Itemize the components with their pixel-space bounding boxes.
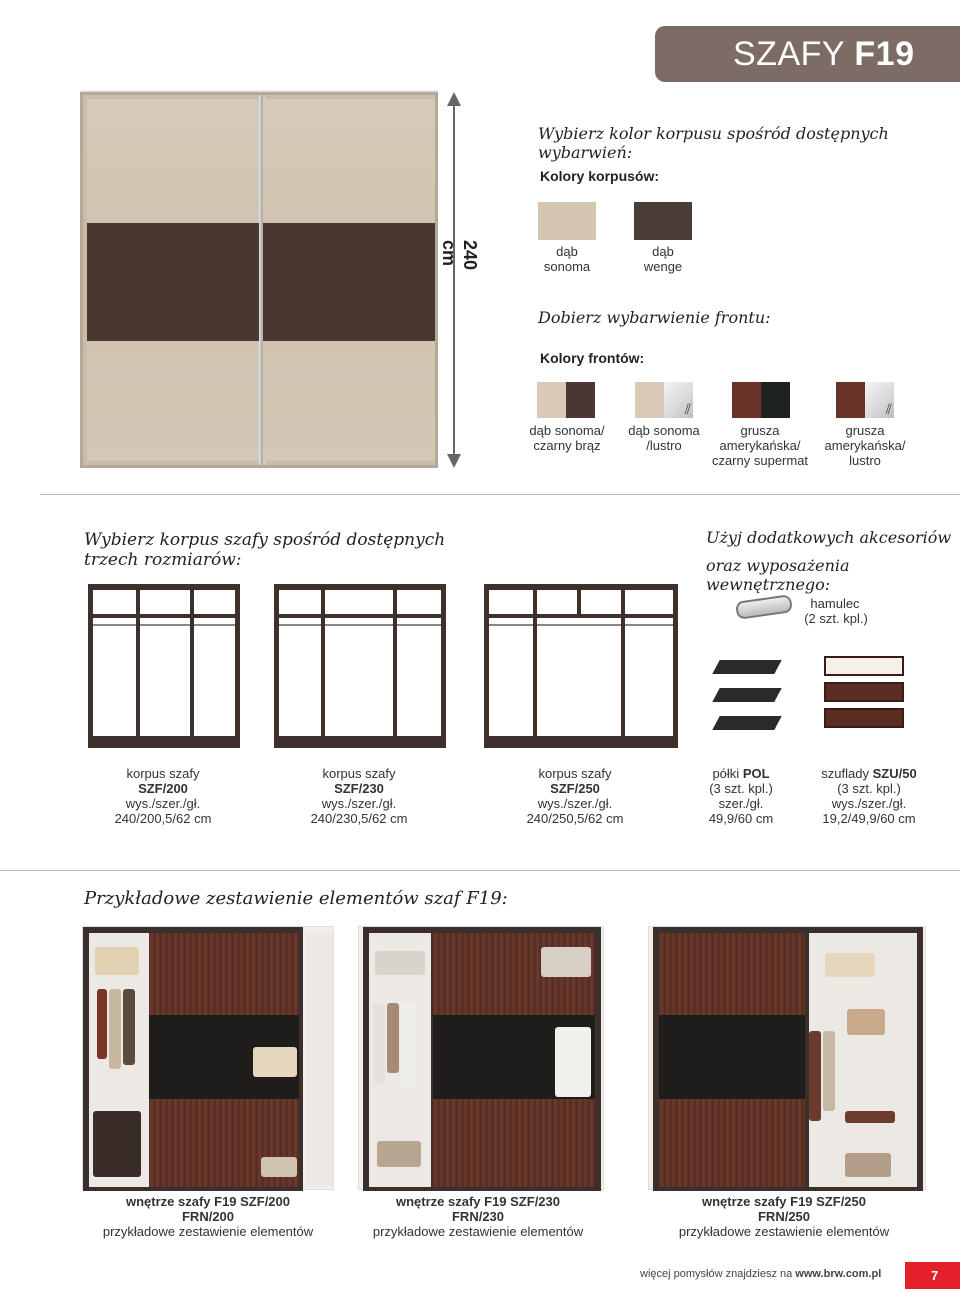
brake-qty: (2 szt. kpl.) xyxy=(804,611,868,626)
height-arrow-line xyxy=(453,100,455,458)
example-1-note: przykładowe zestawienie elementów xyxy=(102,1224,314,1239)
swatch-label: dąb sonoma/ czarny brąz xyxy=(529,423,605,453)
swatch-front-4-left[interactable] xyxy=(836,382,865,418)
height-label: 240 cm xyxy=(439,240,480,271)
swatch-dab-wenge[interactable] xyxy=(634,202,692,240)
corpus-szf250-drawing xyxy=(484,584,678,748)
corpus-2-dims: 240/230,5/62 cm xyxy=(310,811,408,826)
example-photo-szf200 xyxy=(82,926,334,1190)
brake-icon xyxy=(735,594,793,620)
swatch-front-1-left[interactable] xyxy=(537,382,566,418)
size-heading: Wybierz korpus szafy spośród dostępnych trzech rozmiarów: xyxy=(84,530,446,570)
drawers-code: SZU/50 xyxy=(872,766,917,781)
shelves-title xyxy=(696,766,786,781)
drawers-prefix: szuflady xyxy=(821,766,873,781)
example-2-title: wnętrze szafy F19 SZF/230 xyxy=(395,1194,560,1209)
examples-heading: Przykładowe zestawienie elementów szaf F19: xyxy=(84,888,508,909)
swatch-front-3-right[interactable] xyxy=(761,382,790,418)
body-color-heading: Wybierz kolor korpusu spośród dostępnych wybarwień: xyxy=(538,124,889,162)
swatch-label: dąb sonoma /lustro xyxy=(628,423,700,453)
footer-note xyxy=(640,1268,881,1280)
swatch-front-2-left[interactable] xyxy=(635,382,664,418)
drawer-image xyxy=(824,708,904,728)
page-title-tab xyxy=(655,26,960,82)
shelf-image xyxy=(712,716,781,730)
shelves-qty: (3 szt. kpl.) xyxy=(709,781,773,796)
corpus-3-line3: wys./szer./gł. xyxy=(537,796,613,811)
swatch-label: dąb sonoma xyxy=(543,244,591,274)
swatch-front-2-mirror[interactable] xyxy=(664,382,693,418)
arrow-up-icon xyxy=(447,92,461,106)
corpus-1-line1: korpus szafy xyxy=(126,766,200,781)
accessories-heading-line1: Użyj dodatkowych akcesoriów xyxy=(706,528,952,547)
corpus-szf200-drawing xyxy=(88,584,240,748)
swatch-front-1-right[interactable] xyxy=(566,382,595,418)
swatch-label: grusza amerykańska/ lustro xyxy=(824,423,906,468)
example-3-title: wnętrze szafy F19 SZF/250 xyxy=(701,1194,866,1209)
body-color-subheading: Kolory korpusów: xyxy=(540,168,660,184)
example-photo-szf250 xyxy=(648,926,926,1190)
corpus-2-line1: korpus szafy xyxy=(322,766,396,781)
front-color-subheading: Kolory frontów: xyxy=(540,350,645,366)
swatch-label: dąb wenge xyxy=(643,244,683,274)
drawer-image xyxy=(824,682,904,702)
page-number: 7 xyxy=(905,1262,960,1289)
hero-door-left xyxy=(87,99,259,461)
drawers-dims: 19,2/49,9/60 cm xyxy=(822,811,916,826)
swatch-front-3-left[interactable] xyxy=(732,382,761,418)
hero-door-band xyxy=(87,223,259,341)
swatch-label: grusza amerykańska/ czarny supermat xyxy=(711,423,809,468)
example-2-front: FRN/230 xyxy=(451,1209,505,1224)
corpus-2-code: SZF/230 xyxy=(334,781,384,796)
corpus-1-dims: 240/200,5/62 cm xyxy=(114,811,212,826)
drawers-dims-label: wys./szer./gł. xyxy=(831,796,907,811)
swatch-dab-sonoma[interactable] xyxy=(538,202,596,240)
shelves-dims-label: szer./gł. xyxy=(718,796,764,811)
front-color-heading: Dobierz wybarwienie frontu: xyxy=(538,308,771,327)
drawer-image xyxy=(824,656,904,676)
drawers-qty: (3 szt. kpl.) xyxy=(837,781,901,796)
example-3-note: przykładowe zestawienie elementów xyxy=(678,1224,890,1239)
arrow-down-icon xyxy=(447,454,461,468)
example-3-front: FRN/250 xyxy=(757,1209,811,1224)
example-photo-szf230 xyxy=(358,926,604,1190)
swatch-front-4-mirror[interactable] xyxy=(865,382,894,418)
corpus-1-code: SZF/200 xyxy=(138,781,188,796)
brake-name: hamulec xyxy=(810,596,860,611)
footer-url-link[interactable]: www.brw.com.pl xyxy=(795,1268,882,1280)
corpus-szf230-drawing xyxy=(274,584,446,748)
shelf-image xyxy=(712,660,781,674)
hero-door-right xyxy=(263,99,435,461)
corpus-1-line3: wys./szer./gł. xyxy=(125,796,201,811)
drawers-title xyxy=(806,766,932,781)
shelf-image xyxy=(712,688,781,702)
shelves-dims: 49,9/60 cm xyxy=(708,811,774,826)
divider xyxy=(0,870,960,871)
example-1-front: FRN/200 xyxy=(181,1209,235,1224)
shelves-prefix: półki xyxy=(712,766,743,781)
corpus-2-line3: wys./szer./gł. xyxy=(321,796,397,811)
divider xyxy=(40,494,960,495)
corpus-3-line1: korpus szafy xyxy=(538,766,612,781)
title-prefix: SZAFY xyxy=(733,35,855,73)
corpus-3-dims: 240/250,5/62 cm xyxy=(526,811,624,826)
footer-text: więcej pomysłów znajdziesz na xyxy=(640,1268,796,1280)
accessories-heading-line2: oraz wyposażenia wewnętrznego: xyxy=(706,556,850,594)
shelves-code: POL xyxy=(742,766,770,781)
example-1-title: wnętrze szafy F19 SZF/200 xyxy=(125,1194,290,1209)
hero-door-band xyxy=(263,223,435,341)
example-2-note: przykładowe zestawienie elementów xyxy=(372,1224,584,1239)
corpus-3-code: SZF/250 xyxy=(550,781,600,796)
title-model: F19 xyxy=(854,35,915,73)
hero-wardrobe-image xyxy=(80,92,438,468)
